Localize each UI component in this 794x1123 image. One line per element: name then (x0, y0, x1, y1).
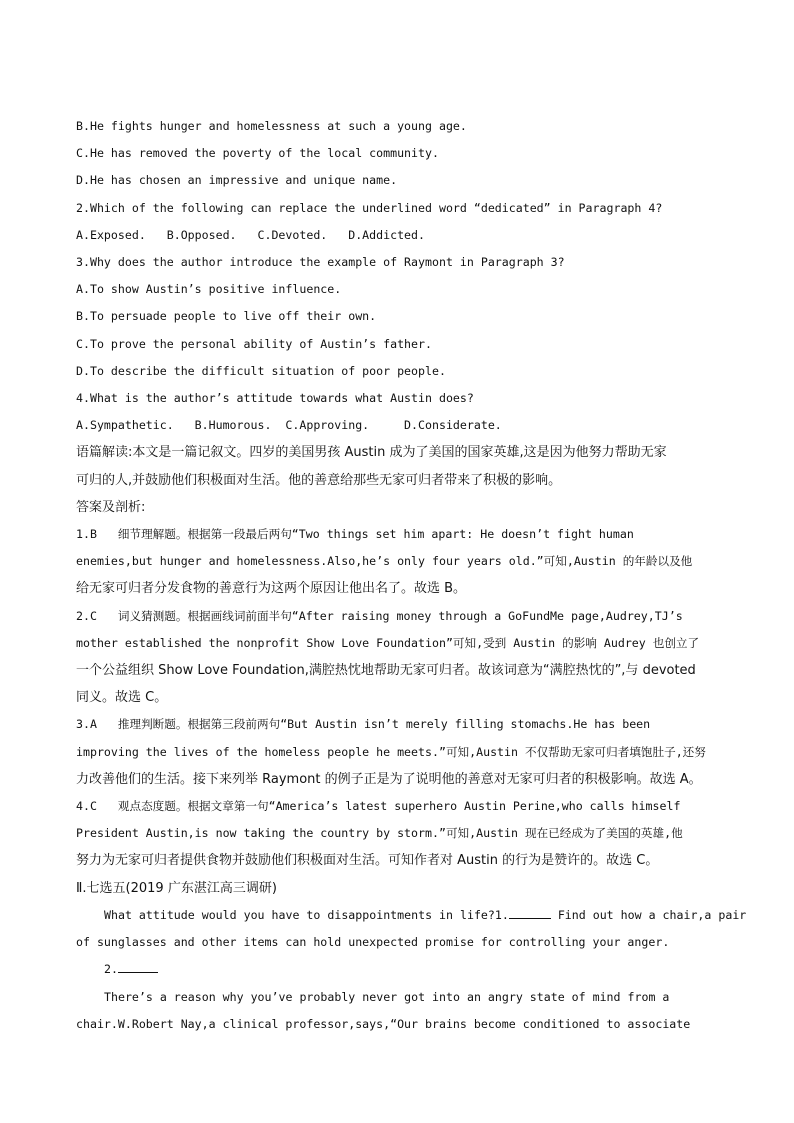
answer-4-line-3: 努力为无家可归者提供食物并鼓励他们积极面对生活。可知作者对 Austin 的行为是赞许的。故选 C。 (76, 853, 659, 869)
q3-option-c: C.To prove the personal ability of Austin’s father. (76, 336, 432, 351)
q3-option-d: D.To describe the difficult situation of poor people. (76, 363, 446, 378)
answer-2-line-3: 一个公益组织 Show Love Foundation,满腔热忱地帮助无家可归者。故该词意为“满腔热忱的”,与 devoted (76, 663, 696, 679)
answer-1-line-2: enemies,but hunger and homelessness.Also,he’s only four years old.”可知,Austin 的年龄以及他 (76, 554, 693, 569)
blank-2-label: 2. (104, 962, 118, 977)
answer-4-line-2: President Austin,is now taking the country by storm.”可知,Austin 现在已经成为了美国的英雄,他 (76, 826, 683, 841)
paragraph-1-text-a: What attitude would you have to disappointments in life?1. (104, 907, 509, 922)
answer-3-line-3: 力改善他们的生活。接下来列举 Raymont 的例子正是为了说明他的善意对无家可归者的积极影响。故选 A。 (76, 771, 702, 787)
q3-stem: 3.Why does the author introduce the example of Raymont in Paragraph 3? (76, 255, 565, 270)
q2-stem: 2.Which of the following can replace the underlined word “dedicated” in Paragraph 4? (76, 200, 663, 215)
answer-blank-1[interactable] (509, 906, 551, 919)
answers-heading: 答案及剖析: (76, 499, 146, 515)
section-2-blank-2-line (76, 956, 720, 983)
passage-analysis-line-2: 可归的人,并鼓励他们积极面对生活。他的善意给那些无家可归者带来了积极的影响。 (76, 472, 562, 488)
q2-options: A.Exposed. B.Opposed. C.Devoted. D.Addicted. (76, 227, 426, 242)
section-2-heading: Ⅱ.七选五(2019 广东湛江高三调研) (76, 880, 277, 896)
answer-2-line-1: 2.C 词义猜测题。根据画线词前面半句“After raising money through a GoFundMe page,Audrey,TJ’s (76, 608, 683, 623)
q1-option-d: D.He has chosen an impressive and unique name. (76, 173, 398, 188)
section-2-paragraph-2-line-1: There’s a reason why you’ve probably never got into an angry state of mind from a (104, 989, 670, 1004)
passage-analysis-line-1: 语篇解读:本文是一篇记叙文。四岁的美国男孩 Austin 成为了美国的国家英雄,这是因为他努力帮助无家 (76, 445, 667, 461)
q3-option-a: A.To show Austin’s positive influence. (76, 282, 342, 297)
answer-3-line-2: improving the lives of the homeless people he meets.”可知,Austin 不仅帮助无家可归者填饱肚子,还努 (76, 744, 706, 759)
q4-options: A.Sympathetic. B.Humorous. C.Approving. D.Considerate. (76, 418, 502, 433)
answer-blank-2[interactable] (118, 960, 158, 973)
answer-2-line-4: 同义。故选 C。 (76, 690, 168, 706)
q1-option-b: B.He fights hunger and homelessness at such a young age. (76, 119, 467, 133)
answer-1-line-1: 1.B 细节理解题。根据第一段最后两句“Two things set him apart: He doesn’t fight human (76, 527, 634, 542)
section-2-paragraph-1-line-2: of sunglasses and other items can hold unexpected promise for controlling your anger. (76, 935, 670, 950)
answer-1-line-3: 给无家可归者分发食物的善意行为这两个原因让他出名了。故选 B。 (76, 581, 467, 597)
q3-option-b: B.To persuade people to live off their own. (76, 309, 377, 324)
answer-4-line-1: 4.C 观点态度题。根据文章第一句“America’s latest superhero Austin Perine,who calls himself (76, 799, 681, 814)
answer-2-line-2: mother established the nonprofit Show Love Foundation”可知,受到 Austin 的影响 Audrey 也创立了 (76, 635, 700, 650)
q4-stem: 4.What is the author’s attitude towards what Austin does? (76, 391, 474, 406)
q1-option-c: C.He has removed the poverty of the local community. (76, 146, 439, 161)
answer-3-line-1: 3.A 推理判断题。根据第三段前两句“But Austin isn’t merely filling stomachs.He has been (76, 717, 651, 732)
section-2-paragraph-1-line-1 (76, 902, 747, 929)
section-2-paragraph-2-line-2: chair.W.Robert Nay,a clinical professor,says,“Our brains become conditioned to associate (76, 1016, 691, 1031)
document-page (76, 113, 747, 1038)
paragraph-1-text-b: Find out how a chair,a pair (550, 907, 747, 922)
